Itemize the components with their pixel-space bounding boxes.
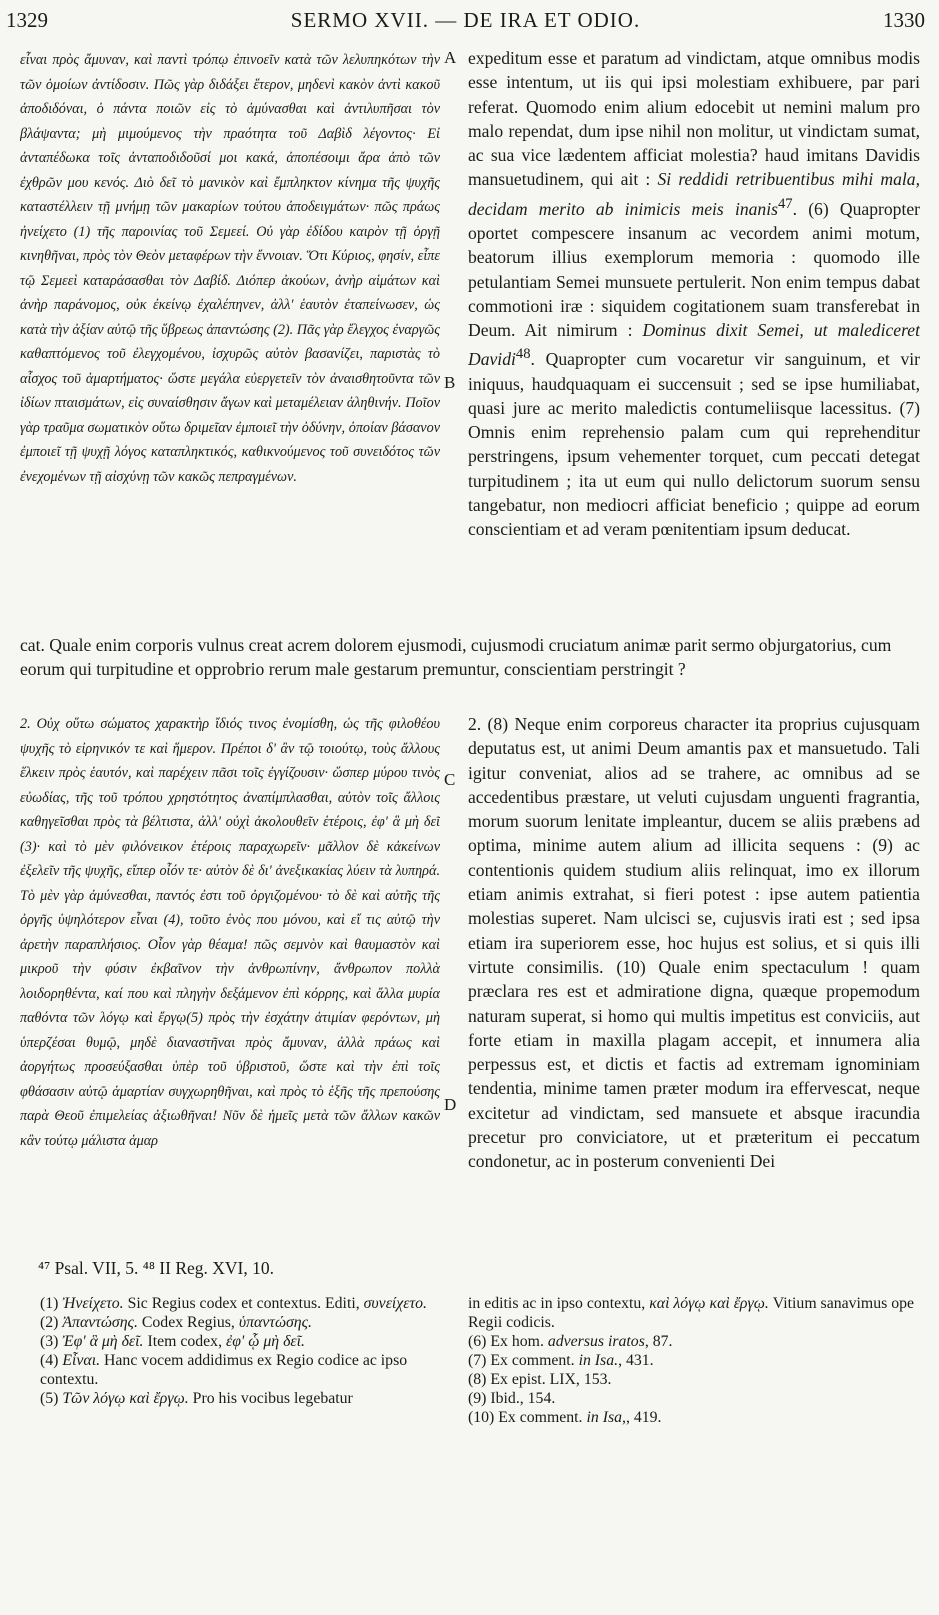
footnote-greek: Τῶν λόγῳ καὶ ἔργῳ. bbox=[62, 1390, 189, 1407]
footnote-text: (10) Ex comment. bbox=[468, 1409, 587, 1426]
footnote bbox=[40, 1313, 460, 1332]
footnote-greek: Ἐφ' ἃ μὴ δεῖ. bbox=[62, 1333, 144, 1350]
footnotes-right bbox=[468, 1294, 920, 1427]
footnote-text: , 87. bbox=[644, 1333, 673, 1350]
margin-letter-a: A bbox=[444, 48, 457, 67]
footnote-title: adversus iratos bbox=[547, 1333, 645, 1350]
running-title: SERMO XVII. — DE IRA ET ODIO. bbox=[290, 8, 641, 32]
latin-column-section-1 bbox=[468, 46, 920, 630]
footnote-text: Codex Regius, bbox=[137, 1314, 239, 1331]
footnote bbox=[468, 1294, 920, 1332]
footnote bbox=[468, 1389, 920, 1408]
footnote-greek: Ἠνείχετο. bbox=[62, 1295, 124, 1312]
footnote-text: Sic Regius codex et contextus. Editi, bbox=[123, 1295, 364, 1312]
full-width-latin-text: cat. Quale enim corporis vulnus creat acrem dolorem ejusmodi, cujusmodi cruciatum animæ parit sermo objurgatorius, cum eorum qui turpitudine et opprobrio rerum male gestarum premuntur, conscientiam perstringit ? bbox=[20, 635, 892, 680]
latin-text-part: expeditum esse et paratum ad vindictam, atque omnibus modis esse intentum, ut iis qui ipsi molestiam exhibuere, par pari referat. Quomodo enim alium edocebit ut nemini malum pro malo rependat, dum ipse nihil non molitur, ut vindictam sumat, ac sua vice lædentem afficiat molestia? haud imitans Davidis mansuetudinem, qui ait : bbox=[468, 48, 920, 190]
running-header bbox=[6, 8, 925, 38]
footnote-text: Item codex, bbox=[143, 1333, 226, 1350]
latin-text: 2. (8) Neque enim corporeus character ita proprius cujusquam deputatus est, ut animi Deum amantis pax et mansuetudo. Tali igitur conveniat, alios ad se trahere, ac omnibus ad se accedentibus præstare, ut veluti cujusdam unguenti fragrantia, morum suorum lenitate impleantur, ducem se aliis præbens ad optima, minime autem alium ad illicita sequens : (9) ac contentionis quidem studium aliis relinquat, imo ex illorum etiam animis extrahat, si fieri potest : ipse autem patientia molestias superet. Nam ulcisci se, cujusvis irati est ; sed ipsa etiam ira superiorem esse, hoc hujus est solius, et si quis illi virtute consimilis. (10) Quale enim spectaculum ! quam præclara res est et admiratione digna, quæque propemodum naturam superat, si homo qui multis impetitus est conviciis, aut forte etiam in maxilla plagam accepit, et innumera alia perpessus est, et dictis et factis ad extremam ignominiam tendentia, minime tamen præter modum ira effervescat, neque excitetur ad vindictam, sed mansuete et absque iracundia precetur pro conviciatore, ut et præteritum ei peccatum condonetur, ac in posterum convenienti Dei bbox=[468, 714, 920, 1172]
footnote-number: (5) bbox=[40, 1390, 59, 1407]
footnotes-left bbox=[40, 1294, 460, 1408]
footnote-text: (7) Ex comment. bbox=[468, 1352, 579, 1369]
footnote-number: (3) bbox=[40, 1333, 59, 1350]
margin-letter-b: B bbox=[444, 373, 456, 392]
footnote-greek: καὶ λόγῳ καὶ ἔργῳ. bbox=[649, 1295, 769, 1312]
footnote-text: Vitium sanavimus ope Regii codicis. bbox=[468, 1295, 915, 1331]
latin-text bbox=[468, 46, 920, 542]
footnote bbox=[40, 1294, 460, 1313]
footnote-number: (2) bbox=[40, 1314, 59, 1331]
footnote-text: (8) Ex epist. LIX, 153. bbox=[468, 1371, 612, 1388]
footnote bbox=[40, 1351, 460, 1389]
footnote-greek: Εἶναι. bbox=[62, 1352, 101, 1369]
footnote bbox=[468, 1351, 920, 1370]
footnote-text: , 419. bbox=[625, 1409, 662, 1426]
footnote-text: , 431. bbox=[618, 1352, 654, 1369]
footnote bbox=[468, 1408, 920, 1427]
latin-scripture-quote: Si reddidi retribuentibus mihi mala, decidam merito ab inimicis meis inanis bbox=[468, 169, 920, 219]
footnote-title: in Isa. bbox=[578, 1352, 619, 1369]
footnote bbox=[468, 1332, 920, 1351]
greek-text: 2. Οὐχ οὕτω σώματος χαρακτὴρ ἴδιός τινος ἐνομίσθη, ὡς τῆς φιλοθέου ψυχῆς τὸ εἰρηνικόν τε καὶ ἥμερον. Πρέποι δ' ἂν τῷ τοιούτῳ, τοὺς ἄλλους ἕλκειν πρὸς ἑαυτόν, καὶ παρέχειν πᾶσι τοῖς ἐγγίζουσιν· ὥσπερ μύρου τινὸς εὐωδίας, τῆς τοῦ τρόπου χρηστότητος ἀναπίμπλασθαι, αὐτὸν τοῖς ἄλλοις καθηγεῖσθαι πρὸς τὰ βέλτιστα, ἀλλ' οὐχὶ ἀκολουθεῖν ἑτέροις, ἐφ' ἃ μὴ δεῖ (3)· καὶ τὸ μὲν φιλόνεικον ἑτέροις παραχωρεῖν· μᾶλλον δὲ κἀκείνων ἐξελεῖν τῆς ψυχῆς, εἴπερ οἷόν τε· αὐτὸν δὲ δι' ἀνεξικακίας λύειν τὰ λυπηρά. Τὸ μὲν γὰρ ἀμύνεσθαι, παντός ἐστι τοῦ ὀργιζομένου· τὸ δὲ καὶ αὐτῆς τῆς ὀργῆς ὑψηλότερον εἶναι (4), τοῦτο ἑνὸς που μόνου, καὶ εἴ τις αὐτῷ τὴν ἀρετὴν παραπλήσιος. Οἷον γὰρ θέαμα! πῶς σεμνὸν καὶ θαυμαστὸν καὶ μικροῦ τὴν φύσιν ἐκβαῖνον τὴν ἀνθρωπίνην, ἄνθρωπον πολλὰ λοιδορηθέντα, καί που καὶ πληγὴν δεξάμενον ἐπὶ κόρρης, καὶ ἄλλα μυρία παθόντα τῶν λόγῳ καὶ ἔργῳ(5) πρὸς τὴν ἐσχάτην ἀτιμίαν φερόντων, μὴ ὑπερζέσαι θυμῷ, μηδὲ διαναστῆναι πρὸς ἄμυναν, ἀλλὰ πράως καὶ ἀοργήτως προσεύξασθαι ὑπὲρ τοῦ ὑβριστοῦ, ὥστε καὶ τὴν ἐπὶ τοῖς φθάσασιν αὐτῷ ἁμαρτίαν συγχωρηθῆναι, καὶ πρὸς τὸ ἑξῆς τῆς πρεπούσης παρὰ Θεοῦ ἐπιμελείας ἀξιωθῆναι! Νῦν δὲ ἡμεῖς μετὰ τῶν ἄλλων κακῶν κἂν τούτῳ μάλιστα ἁμαρ bbox=[20, 716, 440, 1149]
footnote bbox=[40, 1332, 460, 1351]
margin-letter-c: C bbox=[444, 770, 456, 789]
footnote bbox=[468, 1370, 920, 1389]
note-ref: 47 bbox=[777, 195, 793, 212]
footnote-text: Hanc vocem addidimus ex Regio codice ac ipso contextu. bbox=[40, 1352, 408, 1388]
footnote-greek: συνείχετο. bbox=[363, 1295, 427, 1312]
footnote-text: Pro his vocibus legebatur bbox=[188, 1390, 353, 1407]
note-ref: 48 bbox=[515, 346, 531, 363]
full-width-latin bbox=[20, 633, 920, 705]
page-number-left: 1329 bbox=[6, 8, 48, 32]
footnote-greek: Ἀπαντώσης. bbox=[62, 1314, 138, 1331]
footnote-greek: ὑπαντώσης. bbox=[238, 1314, 312, 1331]
scripture-references: ⁴⁷ Psal. VII, 5. ⁴⁸ II Reg. XVI, 10. bbox=[38, 1258, 275, 1278]
greek-column-section-2 bbox=[20, 712, 440, 1230]
footnote-text: (6) Ex hom. bbox=[468, 1333, 548, 1350]
latin-column-section-2 bbox=[468, 712, 920, 1232]
footnote-greek: ἐφ' ᾧ μὴ δεῖ. bbox=[225, 1333, 305, 1350]
footnote-number: (4) bbox=[40, 1352, 59, 1369]
footnote bbox=[40, 1389, 460, 1408]
greek-column-section-1 bbox=[20, 48, 440, 628]
latin-text-part: . (6) Quapropter oportet compescere insanum ac vecordem animi motum, beatorum illius exemplorum memoria : quomodo ille petulantiam Semei munsuete pertulerit. Non enim tempus dabat commotioni iræ : siquidem cogitationem suam transferebat in Deum. Ait nimirum : bbox=[468, 198, 920, 341]
latin-scripture-quote: Dominus dixit Semei, ut malediceret Davidi bbox=[468, 320, 920, 370]
latin-text-part: . Quapropter cum vocaretur vir sanguinum, et vir iniquus, haudquaquam ei succensuit ; sed se ipse humiliabat, quasi jure ac merito maledictis contumeliisque lacessitus. (7) Omnis enim reprehensio palam cum qui reprehenditur perstringens, ipsum vehementer torquet, cum peccati detegat turpitudinem ; ita ut eum qui nullo delictorum suorum sensu tangebatur, non mediocri afficiat beneficio ; quippe ad eorum conscientiam et ad veram pœnitentiam ipsum deducat. bbox=[468, 349, 920, 540]
footnote-text: (9) Ibid., 154. bbox=[468, 1390, 556, 1407]
greek-text: εἶναι πρὸς ἄμυναν, καὶ παντὶ τρόπῳ ἐπινοεῖν κατὰ τῶν λελυπηκότων τὴν τῶν ὁμοίων ἀντίδοσιν. Πῶς γὰρ διδάξει ἕτερον, μηδενὶ κακὸν ἀντὶ κακοῦ ἀποδιδόναι, ὁ πάντα ποιῶν εἰς τὸ ἀμύνασθαι καὶ ἀντιλυπῆσαι τὸν βλάψαντα; μὴ μιμούμενος τὴν πραότητα τοῦ Δαβὶδ λέγοντος· Εἰ ἀνταπέδωκα τοῖς ἀνταποδιδοῦσί μοι κακά, ἀποπέσοιμι ἄρα ἀπὸ τῶν ἐχθρῶν μου κενός. Διὸ δεῖ τὸ μανικὸν καὶ ἔμπληκτον κίνημα τῆς ψυχῆς καταστέλλειν τῇ μνήμῃ τῶν μακαρίων τούτου ἀποδειγμάτων· πῶς πράως ἠνείχετο (1) τῆς παροινίας τοῦ Σεμεεί. Οὐ γὰρ ἐδίδου καιρὸν τῇ ὀργῇ κινηθῆναι, πρὸς τὸν Θεὸν μεταφέρων τὴν ἔννοιαν. Ὅτι Κύριος, φησίν, εἶπε τῷ Σεμεεὶ καταράσασθαι τὸν Δαβίδ. Διόπερ ἀκούων, ἀνὴρ αἱμάτων καὶ ἀνὴρ παράνομος, οὐκ ἐκείνῳ ἐχαλέπηνεν, ἀλλ' ἑαυτὸν ἐταπείνωσεν, ὡς κατὰ τὴν ἀξίαν αὐτῷ τῆς ὕβρεως ἀπαντώσης (2). Πᾶς γὰρ ἔλεγχος ἐναργῶς καθαπτόμενος τοῦ ἐλεγχομένου, ἰσχυρῶς αὐτὸν βασανίζει, παριστὰς τὸ αἶσχος τοῦ ἁμαρτήματος· ὥστε μεγάλα εὐεργετεῖν τὸν ἀναισθητοῦντα τῶν ἰδίων πταισμάτων, εἰς συναίσθησιν ἄγων καὶ μεταμέλειαν ἀληθινήν. Ποῖον γὰρ τραῦμα σωματικὸν οὕτω δριμεῖαν ἐμποιεῖ τὴν ὀδύνην, ὁποίαν βάσανον ἐμποιεῖ τῇ ψυχῇ λόγος καταπληκτικός, καθικνούμενος τοῦ συνειδότος τῶν ἐνεχομένων τῇ αἰσχύνῃ τῶν κακῶς πεπραγμένων. bbox=[20, 52, 440, 485]
footnote-text: in editis ac in ipso contextu, bbox=[468, 1295, 650, 1312]
page-number-right: 1330 bbox=[883, 8, 925, 32]
footnote-number: (1) bbox=[40, 1295, 59, 1312]
footnote-title: in Isa, bbox=[586, 1409, 626, 1426]
margin-letter-d: D bbox=[444, 1095, 457, 1114]
